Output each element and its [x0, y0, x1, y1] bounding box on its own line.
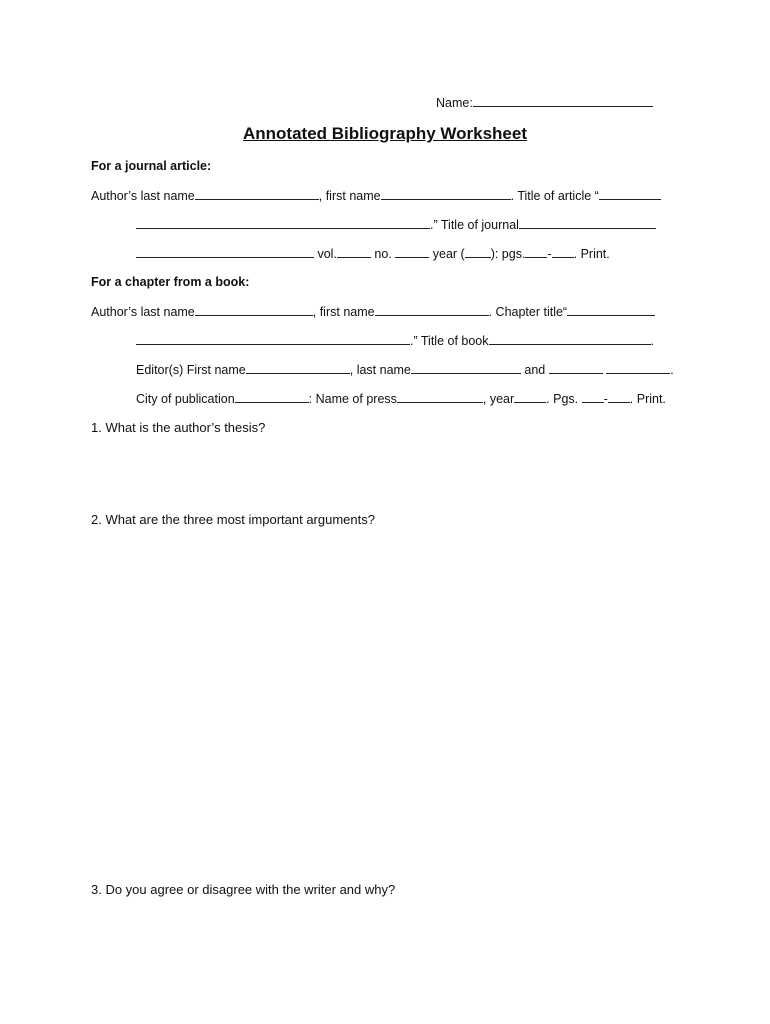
journal-page-dash: -: [547, 247, 552, 261]
name-label: Name:: [436, 96, 473, 110]
editor-last-name-label: , last name: [349, 363, 411, 377]
editor-last-name-field[interactable]: [411, 361, 521, 374]
editor2-last-name-field[interactable]: [606, 361, 670, 374]
chapter-row-3: [136, 361, 674, 378]
chapter-heading: For a chapter from a book:: [91, 275, 250, 289]
journal-print-label: . Print.: [573, 247, 610, 261]
journal-article-title-field[interactable]: [599, 187, 661, 200]
journal-row-2: [136, 216, 656, 233]
chapter-year-field[interactable]: [514, 390, 546, 403]
chapter-title-label: . Chapter title“: [488, 305, 568, 319]
journal-pages-label: ): pgs.: [490, 247, 526, 261]
journal-vol-field[interactable]: [337, 245, 371, 258]
chapter-pages-label: . Pgs.: [546, 392, 582, 406]
chapter-row-2: [136, 332, 654, 349]
journal-title-field[interactable]: [519, 216, 656, 229]
chapter-print-label: . Print.: [629, 392, 666, 406]
editor-end: .: [670, 363, 674, 377]
journal-heading: For a journal article:: [91, 159, 212, 173]
chapter-title-field[interactable]: [567, 303, 655, 316]
editor-first-name-label: Editor(s) First name: [136, 363, 246, 377]
chapter-author-last-label: Author’s last name: [91, 305, 195, 319]
journal-row-3: [136, 245, 610, 262]
journal-first-name-field[interactable]: [381, 187, 511, 200]
journal-title-cont-field[interactable]: [136, 245, 314, 258]
editor2-first-name-field[interactable]: [549, 361, 603, 374]
press-label: : Name of press: [308, 392, 397, 406]
journal-no-label: no.: [370, 247, 396, 261]
book-title-end: .: [650, 334, 654, 348]
chapter-first-name-label: , first name: [312, 305, 375, 319]
chapter-title-cont-field[interactable]: [136, 332, 410, 345]
journal-page-end-field[interactable]: [552, 245, 574, 258]
press-field[interactable]: [397, 390, 483, 403]
page-title: Annotated Bibliography Worksheet: [243, 124, 527, 143]
book-title-label: .” Title of book: [410, 334, 489, 348]
journal-first-name-label: , first name: [318, 189, 381, 203]
chapter-first-name-field[interactable]: [375, 303, 489, 316]
question-3: 3. Do you agree or disagree with the writer and why?: [91, 882, 396, 897]
editor-and-label: and: [520, 363, 549, 377]
journal-year-label: year (: [429, 247, 465, 261]
journal-author-last-field[interactable]: [195, 187, 319, 200]
city-field[interactable]: [235, 390, 309, 403]
chapter-author-last-field[interactable]: [195, 303, 313, 316]
chapter-page-dash: -: [603, 392, 608, 406]
journal-year-field[interactable]: [465, 245, 491, 258]
question-1: 1. What is the author’s thesis?: [91, 420, 266, 435]
journal-row-1: [91, 187, 661, 204]
journal-vol-label: vol.: [314, 247, 337, 261]
chapter-row-1: [91, 303, 655, 320]
question-2: 2. What are the three most important arguments?: [91, 512, 375, 527]
chapter-year-label: , year: [482, 392, 515, 406]
journal-article-title-label: . Title of article “: [510, 189, 599, 203]
name-field[interactable]: [473, 94, 653, 107]
journal-no-field[interactable]: [395, 245, 429, 258]
journal-page-start-field[interactable]: [525, 245, 547, 258]
journal-title-label: .” Title of journal: [430, 218, 519, 232]
chapter-page-start-field[interactable]: [582, 390, 604, 403]
journal-author-last-label: Author’s last name: [91, 189, 195, 203]
chapter-page-end-field[interactable]: [608, 390, 630, 403]
journal-article-title-cont-field[interactable]: [136, 216, 430, 229]
editor-first-name-field[interactable]: [246, 361, 350, 374]
city-label: City of publication: [136, 392, 235, 406]
chapter-row-4: [136, 390, 666, 407]
book-title-field[interactable]: [489, 332, 651, 345]
name-row: [436, 94, 653, 111]
